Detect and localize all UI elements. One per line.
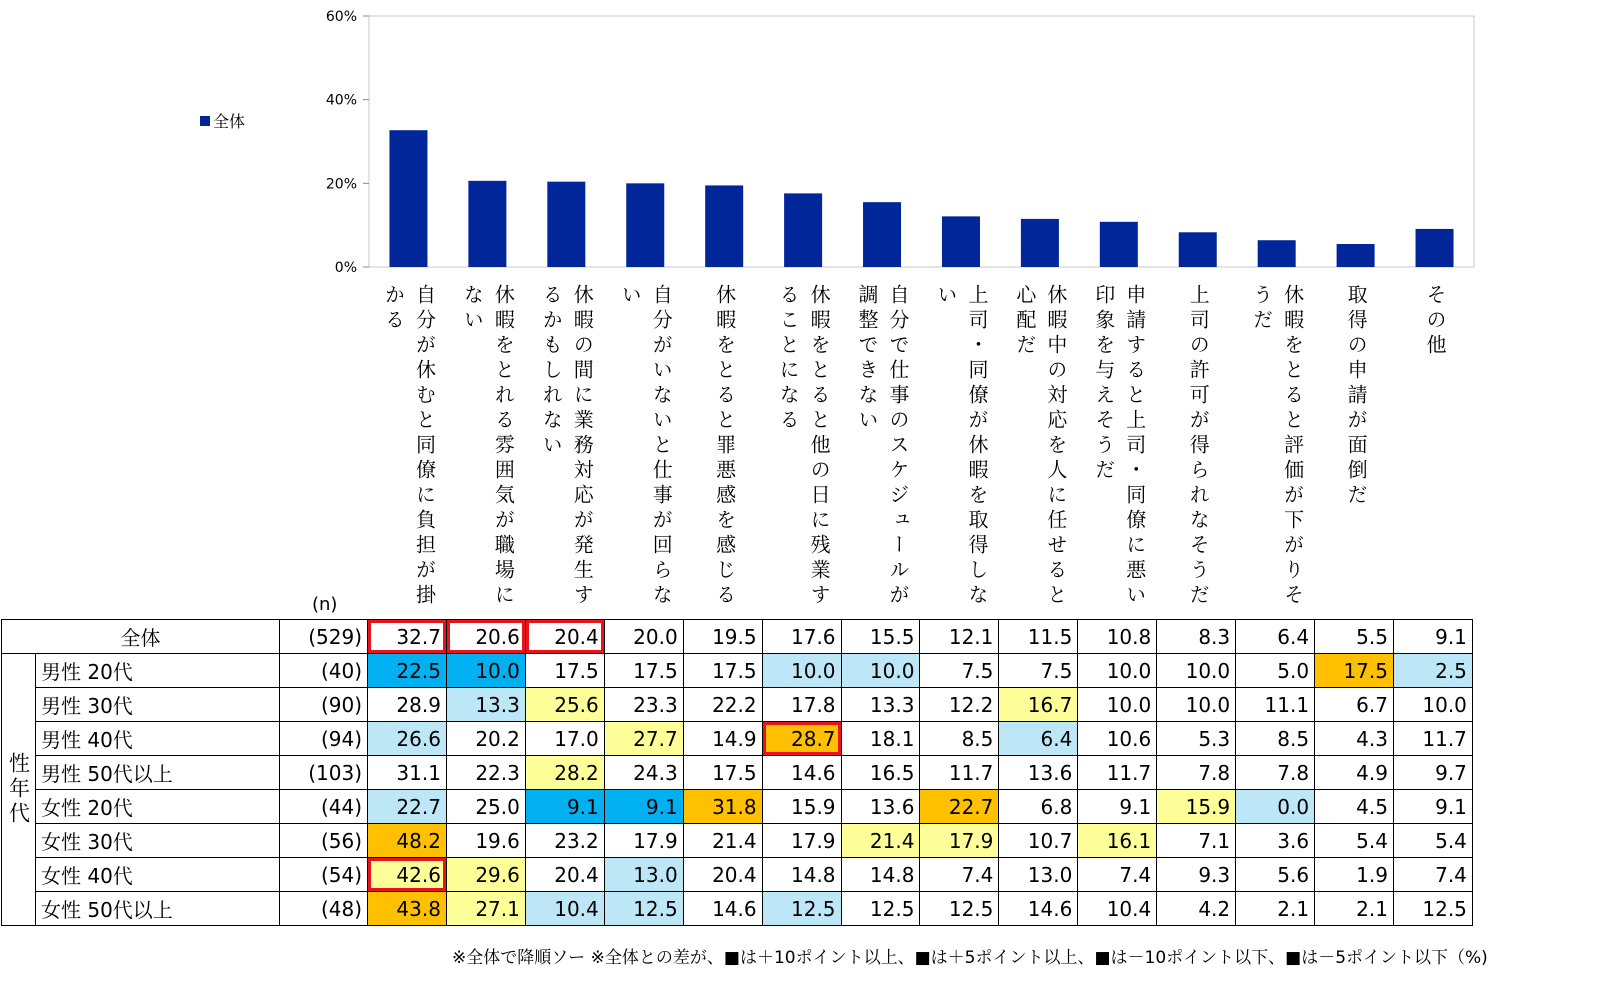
category-label (606, 284, 685, 614)
value-cell: 10.0 (446, 654, 525, 688)
row-label: 男性 30代 (36, 688, 280, 722)
bar (705, 185, 743, 267)
value-cell: 17.9 (604, 824, 683, 858)
value-cell: 5.0 (1236, 654, 1315, 688)
value-cell: 19.6 (446, 824, 525, 858)
category-label (448, 284, 527, 614)
group-label: 性年代 (2, 654, 36, 926)
value-cell: 10.7 (999, 824, 1078, 858)
category-label (922, 284, 1001, 614)
bar (547, 182, 585, 267)
bar (784, 193, 822, 267)
value-cell: 4.5 (1315, 790, 1394, 824)
bar (1258, 240, 1296, 267)
category-label-text: 上司・同僚が休暇を取得しない (933, 284, 989, 609)
value-cell: 7.5 (999, 654, 1078, 688)
value-cell: 9.1 (604, 790, 683, 824)
category-label-text: 休暇の間に業務対応が発生するかもしれない (539, 284, 595, 609)
value-cell: 4.3 (1315, 722, 1394, 756)
value-cell: 7.8 (1236, 756, 1315, 790)
value-cell: 22.3 (446, 756, 525, 790)
value-cell: 17.8 (762, 688, 841, 722)
category-label-text: その他 (1423, 284, 1448, 359)
value-cell: 3.6 (1236, 824, 1315, 858)
category-label-text: 申請すると上司・同僚に悪い印象を与えそうだ (1091, 284, 1147, 609)
y-tick-label: 20% (325, 176, 357, 193)
value-cell: 22.2 (683, 688, 762, 722)
value-cell: 14.6 (683, 892, 762, 926)
value-cell: 9.1 (1393, 620, 1472, 654)
value-cell: 16.7 (999, 688, 1078, 722)
n-column-header: (n) (312, 594, 338, 615)
value-cell: 8.3 (1157, 620, 1236, 654)
sample-size: (54) (280, 858, 368, 892)
value-cell: 5.5 (1315, 620, 1394, 654)
sample-size: (90) (280, 688, 368, 722)
category-label (1000, 284, 1079, 614)
value-cell: 21.4 (841, 824, 920, 858)
value-cell: 6.8 (999, 790, 1078, 824)
row-label: 女性 50代以上 (36, 892, 280, 926)
value-cell: 10.0 (841, 654, 920, 688)
value-cell: 43.8 (368, 892, 447, 926)
legend-swatch (200, 116, 210, 126)
value-cell: 13.3 (841, 688, 920, 722)
value-cell: 14.9 (683, 722, 762, 756)
category-label (843, 284, 922, 614)
sample-size: (56) (280, 824, 368, 858)
sample-size: (44) (280, 790, 368, 824)
value-cell: 16.1 (1078, 824, 1157, 858)
value-cell: 7.8 (1157, 756, 1236, 790)
chart-legend (200, 109, 245, 132)
value-cell: 2.5 (1393, 654, 1472, 688)
value-cell: 18.1 (841, 722, 920, 756)
category-label (1237, 284, 1316, 614)
value-cell: 12.5 (1393, 892, 1472, 926)
value-cell: 17.6 (762, 620, 841, 654)
value-cell: 20.4 (525, 858, 604, 892)
category-label-text: 休暇中の対応を人に任せると心配だ (1012, 284, 1068, 609)
value-cell: 14.8 (762, 858, 841, 892)
value-cell: 6.7 (1315, 688, 1394, 722)
value-cell: 5.6 (1236, 858, 1315, 892)
table-row (2, 654, 1473, 688)
value-cell: 6.4 (1236, 620, 1315, 654)
table-row (2, 892, 1473, 926)
value-cell: 10.0 (1078, 654, 1157, 688)
sample-size: (40) (280, 654, 368, 688)
value-cell: 11.5 (999, 620, 1078, 654)
value-cell: 20.4 (525, 620, 604, 654)
value-cell: 11.7 (1078, 756, 1157, 790)
value-cell: 9.1 (525, 790, 604, 824)
value-cell: 22.7 (920, 790, 999, 824)
legend-label: 全体 (213, 112, 246, 131)
value-cell: 7.4 (1078, 858, 1157, 892)
value-cell: 10.0 (1157, 688, 1236, 722)
value-cell: 12.5 (841, 892, 920, 926)
value-cell: 28.7 (762, 722, 841, 756)
category-label-text: 休暇をとれる雰囲気が職場にない (460, 284, 516, 609)
table-row (2, 620, 1473, 654)
value-cell: 9.1 (1393, 790, 1472, 824)
category-label-text: 休暇をとると評価が下がりそうだ (1249, 284, 1305, 609)
value-cell: 4.9 (1315, 756, 1394, 790)
value-cell: 48.2 (368, 824, 447, 858)
footnote: ※全体で降順ソー ※全体との差が、■は＋10ポイント以上、■は＋5ポイント以上、■は－10ポイント以下、■は－5ポイント以下（%) (452, 948, 1488, 968)
value-cell: 11.7 (920, 756, 999, 790)
value-cell: 14.6 (999, 892, 1078, 926)
category-label (1158, 284, 1237, 614)
bar (863, 202, 901, 267)
value-cell: 22.5 (368, 654, 447, 688)
sample-size: (48) (280, 892, 368, 926)
category-label (685, 284, 764, 614)
value-cell: 23.3 (604, 688, 683, 722)
value-cell: 7.1 (1157, 824, 1236, 858)
row-label: 男性 50代以上 (36, 756, 280, 790)
sample-size: (103) (280, 756, 368, 790)
value-cell: 10.4 (1078, 892, 1157, 926)
row-label: 女性 30代 (36, 824, 280, 858)
table-row (2, 756, 1473, 790)
category-label-text: 休暇をとると罪悪感を感じる (712, 284, 737, 609)
table-row (2, 722, 1473, 756)
value-cell: 13.0 (604, 858, 683, 892)
category-label (527, 284, 606, 614)
value-cell: 15.9 (762, 790, 841, 824)
value-cell: 27.7 (604, 722, 683, 756)
value-cell: 20.6 (446, 620, 525, 654)
value-cell: 14.8 (841, 858, 920, 892)
value-cell: 28.2 (525, 756, 604, 790)
sample-size: (529) (280, 620, 368, 654)
value-cell: 31.8 (683, 790, 762, 824)
value-cell: 25.6 (525, 688, 604, 722)
value-cell: 10.4 (525, 892, 604, 926)
bar (389, 130, 427, 267)
bar (1021, 219, 1059, 267)
value-cell: 26.6 (368, 722, 447, 756)
category-label-text: 上司の許可が得られなそうだ (1186, 284, 1211, 609)
value-cell: 12.2 (920, 688, 999, 722)
value-cell: 9.3 (1157, 858, 1236, 892)
value-cell: 42.6 (368, 858, 447, 892)
value-cell: 12.5 (604, 892, 683, 926)
value-cell: 9.1 (1078, 790, 1157, 824)
value-cell: 21.4 (683, 824, 762, 858)
value-cell: 12.5 (920, 892, 999, 926)
bar (942, 216, 980, 267)
value-cell: 6.4 (999, 722, 1078, 756)
value-cell: 13.6 (841, 790, 920, 824)
value-cell: 20.0 (604, 620, 683, 654)
value-cell: 13.6 (999, 756, 1078, 790)
value-cell: 16.5 (841, 756, 920, 790)
value-cell: 11.1 (1236, 688, 1315, 722)
category-label-text: 取得の申請が面倒だ (1344, 284, 1369, 509)
value-cell: 22.7 (368, 790, 447, 824)
value-cell: 12.1 (920, 620, 999, 654)
row-label: 女性 20代 (36, 790, 280, 824)
value-cell: 24.3 (604, 756, 683, 790)
category-label (369, 284, 448, 614)
value-cell: 10.6 (1078, 722, 1157, 756)
value-cell: 8.5 (920, 722, 999, 756)
row-label: 男性 40代 (36, 722, 280, 756)
category-label (1079, 284, 1158, 614)
category-label (1316, 284, 1395, 614)
y-tick-label: 0% (334, 260, 357, 276)
row-label: 男性 20代 (36, 654, 280, 688)
value-cell: 5.4 (1315, 824, 1394, 858)
bar (468, 181, 506, 267)
row-label: 女性 40代 (36, 858, 280, 892)
value-cell: 10.0 (1157, 654, 1236, 688)
value-cell: 25.0 (446, 790, 525, 824)
value-cell: 7.4 (920, 858, 999, 892)
value-cell: 17.5 (683, 756, 762, 790)
value-cell: 15.9 (1157, 790, 1236, 824)
value-cell: 8.5 (1236, 722, 1315, 756)
category-label-text: 自分がいないと仕事が回らない (618, 284, 674, 609)
value-cell: 10.8 (1078, 620, 1157, 654)
value-cell: 23.2 (525, 824, 604, 858)
bar (1179, 232, 1217, 267)
value-cell: 12.5 (762, 892, 841, 926)
bar (1416, 229, 1454, 267)
category-label-text: 自分が休むと同僚に負担が掛かる (381, 284, 437, 609)
value-cell: 17.9 (762, 824, 841, 858)
data-table (1, 619, 1473, 926)
value-cell: 7.5 (920, 654, 999, 688)
value-cell: 1.9 (1315, 858, 1394, 892)
value-cell: 10.0 (762, 654, 841, 688)
category-label (1395, 284, 1474, 614)
value-cell: 2.1 (1315, 892, 1394, 926)
value-cell: 5.4 (1393, 824, 1472, 858)
value-cell: 17.5 (604, 654, 683, 688)
row-label: 全体 (2, 620, 280, 654)
plot-area (369, 16, 1474, 267)
table-row (2, 688, 1473, 722)
value-cell: 17.0 (525, 722, 604, 756)
value-cell: 19.5 (683, 620, 762, 654)
value-cell: 32.7 (368, 620, 447, 654)
y-tick-label: 40% (325, 92, 357, 109)
value-cell: 27.1 (446, 892, 525, 926)
bar (1337, 244, 1375, 267)
value-cell: 20.4 (683, 858, 762, 892)
category-label-text: 自分で仕事のスケジュールが調整できない (855, 284, 911, 609)
value-cell: 11.7 (1393, 722, 1472, 756)
value-cell: 31.1 (368, 756, 447, 790)
value-cell: 2.1 (1236, 892, 1315, 926)
y-tick-label: 60% (325, 9, 357, 25)
bar (1100, 222, 1138, 267)
value-cell: 5.3 (1157, 722, 1236, 756)
value-cell: 15.5 (841, 620, 920, 654)
sample-size: (94) (280, 722, 368, 756)
value-cell: 17.5 (525, 654, 604, 688)
value-cell: 14.6 (762, 756, 841, 790)
value-cell: 13.0 (999, 858, 1078, 892)
value-cell: 17.9 (920, 824, 999, 858)
value-cell: 28.9 (368, 688, 447, 722)
table-row (2, 790, 1473, 824)
value-cell: 10.0 (1393, 688, 1472, 722)
value-cell: 17.5 (1315, 654, 1394, 688)
value-cell: 20.2 (446, 722, 525, 756)
value-cell: 13.3 (446, 688, 525, 722)
category-label-text: 休暇をとると他の日に残業することになる (776, 284, 832, 609)
bar (626, 183, 664, 267)
category-label (764, 284, 843, 614)
table-row (2, 824, 1473, 858)
value-cell: 10.0 (1078, 688, 1157, 722)
value-cell: 29.6 (446, 858, 525, 892)
value-cell: 0.0 (1236, 790, 1315, 824)
table-row (2, 858, 1473, 892)
value-cell: 9.7 (1393, 756, 1472, 790)
value-cell: 17.5 (683, 654, 762, 688)
value-cell: 7.4 (1393, 858, 1472, 892)
value-cell: 4.2 (1157, 892, 1236, 926)
